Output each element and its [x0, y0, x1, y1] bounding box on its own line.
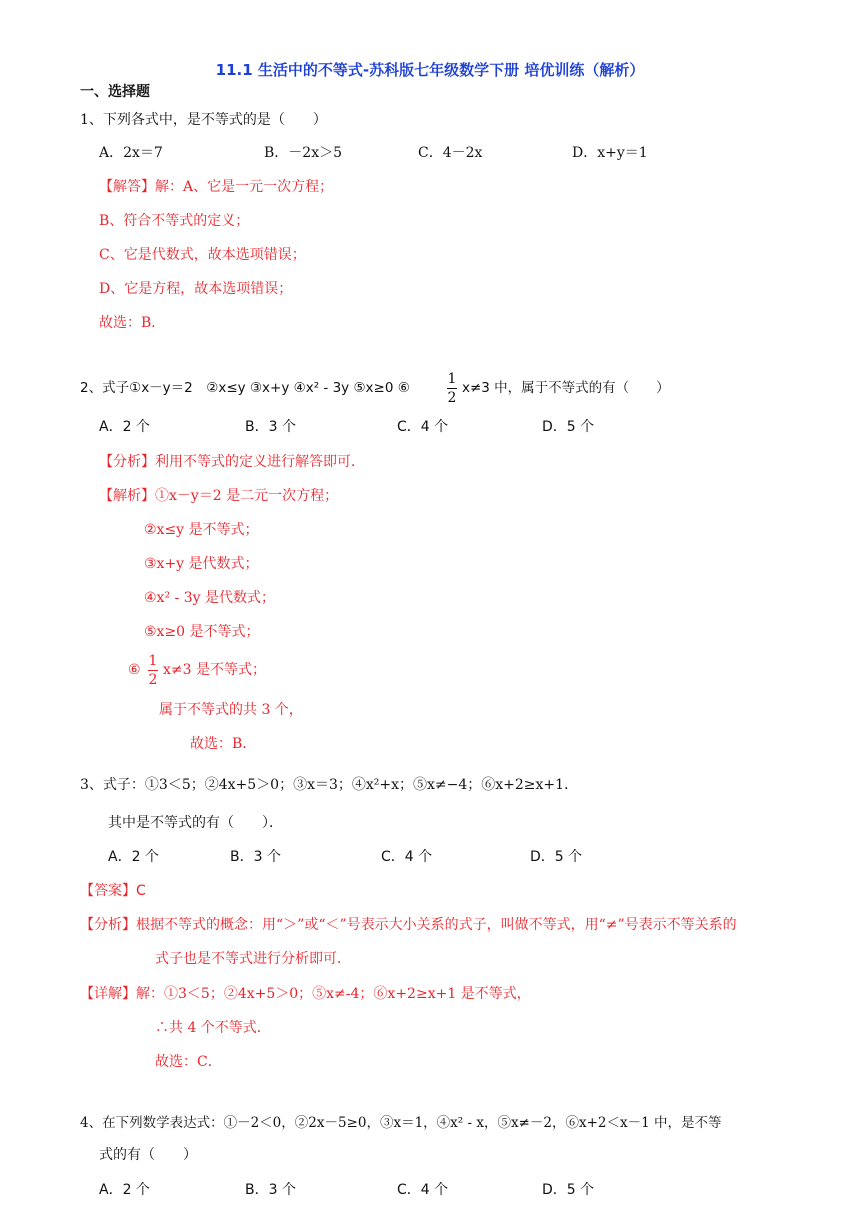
q2-solution-line: ③x+y 是代数式； — [144, 556, 259, 572]
q4-stem-continued: 式的有（ ） — [99, 1147, 197, 1163]
fraction-bar — [447, 388, 457, 389]
q2-fraction — [446, 372, 458, 406]
page-title: 11.1 生活中的不等式-苏科版七年级数学下册 培优训练（解析） — [215, 61, 645, 79]
q3-analysis-line: 式子也是不等式进行分析即可． — [155, 951, 351, 967]
q2-solution-fraction — [147, 654, 159, 688]
q3-detail-line: 故选：C． — [155, 1054, 222, 1070]
q3-analysis-line: 【分析】根据不等式的概念：用“＞”或“＜”号表示大小关系的式子，叫做不等式，用“≠”号表示不等关系的 — [80, 917, 737, 933]
q2-solution-line: ⑤x≥0 是不等式； — [144, 624, 260, 640]
fraction-denominator: 2 — [148, 672, 158, 688]
q2-solution-line: x≠3 是不等式； — [163, 662, 266, 678]
q3-stem-continued: 其中是不等式的有（ ）． — [108, 815, 283, 831]
q3-detail-line: 【详解】解：①3＜5；②4x+5＞0；⑤x≠-4；⑥x+2≥x+1 是不等式， — [80, 986, 531, 1002]
q4-option-d: D．5 个 — [542, 1182, 595, 1198]
q2-stem-part1: 2、式子①x－y＝2 ②x≤y ③x+y ④x² - 3y ⑤x≥0 ⑥ — [80, 380, 410, 396]
q1-solution-line: B、符合不等式的定义； — [99, 213, 250, 229]
q2-analysis: 【分析】利用不等式的定义进行解答即可． — [99, 454, 365, 470]
q1-option-c: C．4－2x — [418, 145, 483, 161]
q1-solution-line: D、它是方程，故本选项错误； — [99, 281, 293, 297]
q3-option-a: A．2 个 — [108, 849, 159, 865]
q1-solution-line: 【解答】解：A、它是一元一次方程； — [99, 179, 334, 195]
q4-option-c: C．4 个 — [397, 1182, 449, 1198]
q1-option-d: D．x+y＝1 — [572, 145, 648, 161]
q3-option-c: C．4 个 — [381, 849, 433, 865]
fraction-bar — [148, 670, 158, 671]
q4-option-a: A．2 个 — [99, 1182, 150, 1198]
q2-option-c: C．4 个 — [397, 419, 449, 435]
q2-option-d: D．5 个 — [542, 419, 595, 435]
q3-option-d: D．5 个 — [530, 849, 583, 865]
q1-option-a: A．2x＝7 — [99, 145, 163, 161]
q2-solution-6-prefix: ⑥ — [128, 662, 141, 678]
fraction-numerator: 1 — [148, 653, 158, 669]
q2-solution-line: 【解析】①x－y＝2 是二元一次方程； — [99, 488, 339, 504]
q1-solution-line: C、它是代数式，故本选项错误； — [99, 247, 306, 263]
q1-stem: 1、下列各式中，是不等式的是（ ） — [80, 112, 327, 128]
q1-solution-line: 故选：B． — [99, 315, 166, 331]
q3-answer: 【答案】C — [80, 883, 146, 899]
q2-option-a: A．2 个 — [99, 419, 150, 435]
section-heading: 一、选择题 — [80, 84, 150, 100]
q2-option-b: B．3 个 — [245, 419, 296, 435]
fraction-denominator: 2 — [447, 390, 457, 406]
q4-option-b: B．3 个 — [245, 1182, 296, 1198]
q1-option-b: B．－2x＞5 — [264, 145, 342, 161]
q2-stem-part2: x≠3 中，属于不等式的有（ ） — [462, 380, 670, 396]
q2-solution-line: 属于不等式的共 3 个， — [159, 702, 303, 718]
fraction-numerator: 1 — [447, 371, 457, 387]
q3-stem: 3、式子：①3＜5；②4x+5＞0；③x＝3；④x²+x；⑤x≠−4；⑥x+2≥x+1． — [80, 777, 579, 793]
q2-solution-line: ④x² - 3y 是代数式； — [144, 590, 275, 606]
q2-solution-line: ②x≤y 是不等式； — [144, 522, 259, 538]
q2-solution-line: 故选：B． — [190, 736, 257, 752]
q3-detail-line: ∴共 4 个不等式． — [155, 1020, 271, 1036]
q4-stem: 4、在下列数学表达式：①－2＜0，②2x－5≥0，③x＝1，④x² - x，⑤x≠－2，⑥x+2＜x－1 中，是不等 — [80, 1115, 722, 1131]
q3-option-b: B．3 个 — [230, 849, 281, 865]
